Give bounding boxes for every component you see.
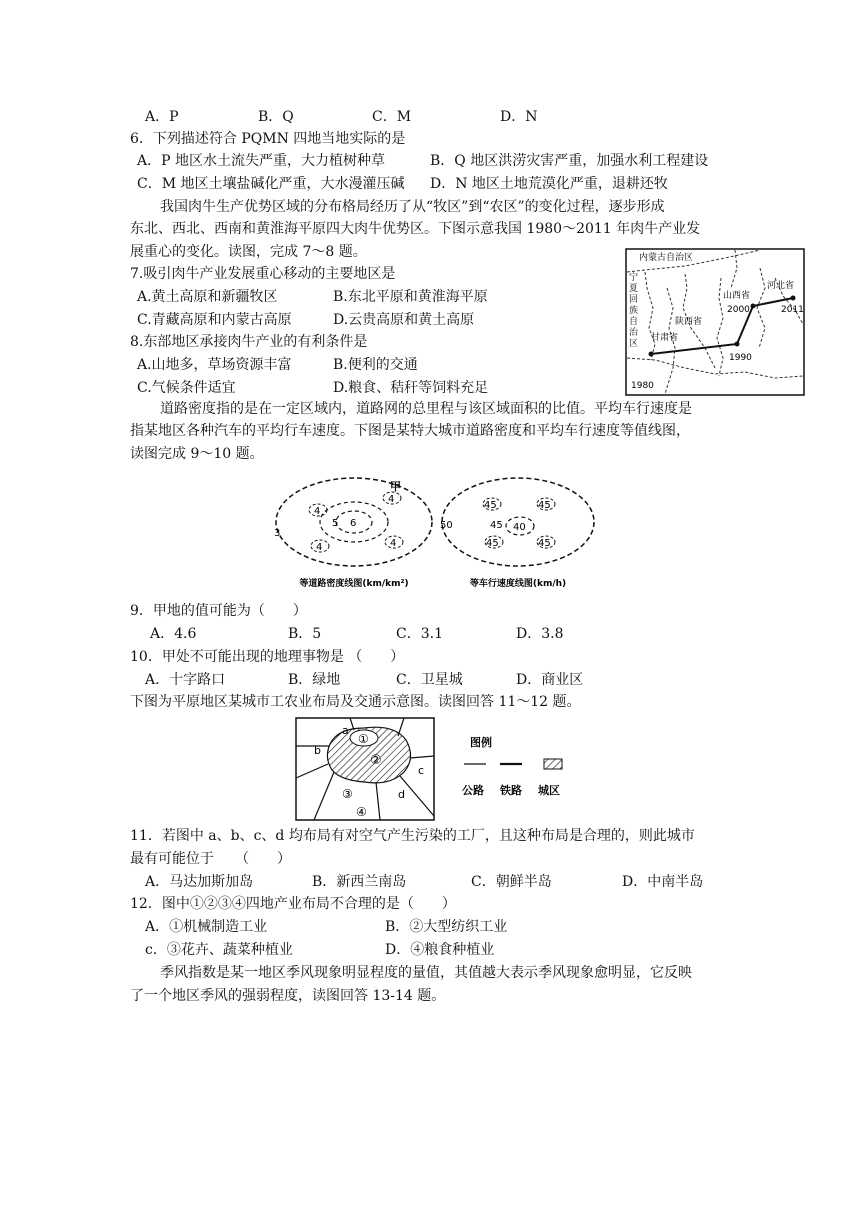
speed-label-45c: 45 xyxy=(486,538,499,549)
q10-option-a: A．十字路口 xyxy=(145,672,226,688)
label-year-2000: 2000 xyxy=(727,305,750,315)
density-label-4b: 4 xyxy=(388,494,395,505)
q10-stem: 10．甲处不可能出现的地理事物是 （ ） xyxy=(130,649,405,665)
q10-option-b: B．绿地 xyxy=(288,672,341,688)
q5-option-d: D．N xyxy=(500,109,538,125)
q12-option-d: D．④粮食种植业 xyxy=(385,942,495,958)
q9-option-c: C．3.1 xyxy=(396,626,443,642)
q7-option-b: B.东北平原和黄淮海平原 xyxy=(333,289,488,305)
speed-label-50: 50 xyxy=(440,520,453,531)
legend-urban: 城区 xyxy=(538,784,560,797)
speed-caption: 等车行速度线图(km/h) xyxy=(469,579,567,589)
label-inner-mongolia: 内蒙古自治区 xyxy=(639,253,694,263)
label-hebei: 河北省 xyxy=(767,281,795,291)
density-caption: 等道路密度线图(km/km²) xyxy=(299,579,409,589)
city-passage: 下图为平原地区某城市工农业布局及交通示意图。读图回答 11～12 题。 xyxy=(130,694,581,710)
label-gansu: 甘肃省 xyxy=(651,333,679,343)
q12-option-c: c．③花卉、蔬菜种植业 xyxy=(145,942,293,958)
density-label-4c: 4 xyxy=(316,542,323,553)
q5-option-b: B．Q xyxy=(258,109,294,125)
density-label-4d: 4 xyxy=(390,538,397,549)
legend-rail: 铁路 xyxy=(500,784,522,797)
q6-option-a: A．P 地区水土流失严重，大力植树种草 xyxy=(137,153,385,169)
q6-stem: 6．下列描述符合 PQMN 四地当地实际的是 xyxy=(130,131,406,147)
city-label-1: ① xyxy=(358,732,369,746)
q6-option-b: B．Q 地区洪涝灾害严重，加强水利工程建设 xyxy=(430,153,709,169)
q11-option-c: C．朝鲜半岛 xyxy=(471,874,552,890)
city-label-2: ② xyxy=(370,753,382,768)
point-2011 xyxy=(791,296,796,301)
q11-option-a: A．马达加斯加岛 xyxy=(145,874,254,890)
city-label-4: ④ xyxy=(356,805,367,819)
q11-option-b: B．新西兰南岛 xyxy=(312,874,407,890)
road-isoline-figure xyxy=(270,472,600,594)
density-label-5: 5 xyxy=(332,518,339,529)
speed-label-40: 40 xyxy=(513,522,526,533)
q5-option-c: C．M xyxy=(372,109,412,125)
q9-option-d: D．3.8 xyxy=(516,626,564,642)
label-shanxi: 山西省 xyxy=(723,291,751,301)
monsoon-passage-line-1: 季风指数是某一地区季风现象明显程度的量值，其值越大表示季风现象愈明显，它反映 xyxy=(160,965,692,981)
q8-option-c: C.气候条件适宜 xyxy=(137,380,236,396)
label-shaanxi: 陕西省 xyxy=(675,317,703,327)
road-passage-line-3: 读图完成 9～10 题。 xyxy=(130,446,264,462)
beef-passage-line-3: 展重心的变化。读图，完成 7～8 题。 xyxy=(130,244,367,260)
q7-option-c: C.青藏高原和内蒙古高原 xyxy=(137,312,292,328)
q8-stem: 8.东部地区承接肉牛产业的有利条件是 xyxy=(130,334,368,350)
q8-option-a: A.山地多，草场资源丰富 xyxy=(137,357,292,373)
city-label-d: d xyxy=(398,788,405,801)
density-label-jia: 甲 xyxy=(390,480,401,493)
road-passage-line-1: 道路密度指的是在一定区域内，道路网的总里程与该区域面积的比值。平均车行速度是 xyxy=(160,401,692,417)
q5-option-a: A．P xyxy=(145,109,179,125)
legend-title: 图例 xyxy=(470,736,492,749)
city-label-b: b xyxy=(314,744,321,757)
speed-label-45a: 45 xyxy=(484,500,497,511)
density-label-6: 6 xyxy=(350,518,357,529)
density-label-4a: 4 xyxy=(314,506,321,517)
q6-option-d: D．N 地区土地荒漠化严重，退耕还牧 xyxy=(430,176,668,192)
q10-option-d: D．商业区 xyxy=(516,672,584,688)
q12-option-b: B．②大型纺织工业 xyxy=(385,919,508,935)
point-2000 xyxy=(751,304,756,309)
q9-option-b: B．5 xyxy=(288,626,322,642)
city-label-c: c xyxy=(418,764,425,777)
speed-label-45-center-left: 45 xyxy=(490,520,503,531)
point-1980 xyxy=(649,352,654,357)
city-label-3: ③ xyxy=(342,787,353,801)
q11-stem-line-2: 最有可能位于 （ ） xyxy=(130,851,291,867)
q11-stem-line-1: 11．若图中 a、b、c、d 均布局有对空气产生污染的工厂，且这种布局是合理的，则此城市 xyxy=(130,828,695,844)
q6-option-c: C．M 地区土壤盐碱化严重，大水漫灌压碱 xyxy=(137,176,405,192)
speed-label-45d: 45 xyxy=(538,538,551,549)
q9-stem: 9．甲地的值可能为（ ） xyxy=(130,603,307,619)
density-label-3: 3 xyxy=(274,528,281,539)
speed-label-45b: 45 xyxy=(538,500,551,511)
q9-option-a: A．4.6 xyxy=(150,626,197,642)
label-year-2011: 2011 xyxy=(781,305,804,315)
point-1990 xyxy=(735,342,740,347)
q7-option-a: A.黄土高原和新疆牧区 xyxy=(137,289,278,305)
monsoon-passage-line-2: 了一个地区季风的强弱程度，读图回答 13-14 题。 xyxy=(130,988,446,1004)
city-label-a: a xyxy=(342,724,349,737)
legend-road: 公路 xyxy=(462,784,484,797)
q7-stem: 7.吸引肉牛产业发展重心移动的主要地区是 xyxy=(130,266,396,282)
q12-stem: 12．图中①②③④四地产业布局不合理的是（ ） xyxy=(130,896,456,912)
beef-passage-line-1: 我国肉牛生产优势区域的分布格局经历了从“牧区”到“农区”的变化过程，逐步形成 xyxy=(160,199,665,215)
label-year-1990: 1990 xyxy=(729,353,752,363)
road-passage-line-2: 指某地区各种汽车的平均行车速度。下图是某特大城市道路密度和平均车行速度等值线图， xyxy=(130,423,690,439)
q7-option-d: D.云贵高原和黄土高原 xyxy=(333,312,475,328)
beef-passage-line-2: 东北、西北、西南和黄淮海平原四大肉牛优势区。下图示意我国 1980～2011 年肉牛产业发 xyxy=(130,221,701,237)
legend-urban-symbol xyxy=(544,759,562,769)
q8-option-b: B.便利的交通 xyxy=(333,357,418,373)
city-layout-figure xyxy=(294,716,578,822)
q11-option-d: D．中南半岛 xyxy=(622,874,704,890)
q10-option-c: C．卫星城 xyxy=(396,672,463,688)
label-year-1980: 1980 xyxy=(631,381,654,391)
label-ningxia-vertical: 宁夏回族自治区 xyxy=(629,273,639,349)
beef-center-map xyxy=(625,248,805,396)
q8-option-d: D.粮食、秸秆等饲料充足 xyxy=(333,380,489,396)
q12-option-a: A．①机械制造工业 xyxy=(145,919,268,935)
